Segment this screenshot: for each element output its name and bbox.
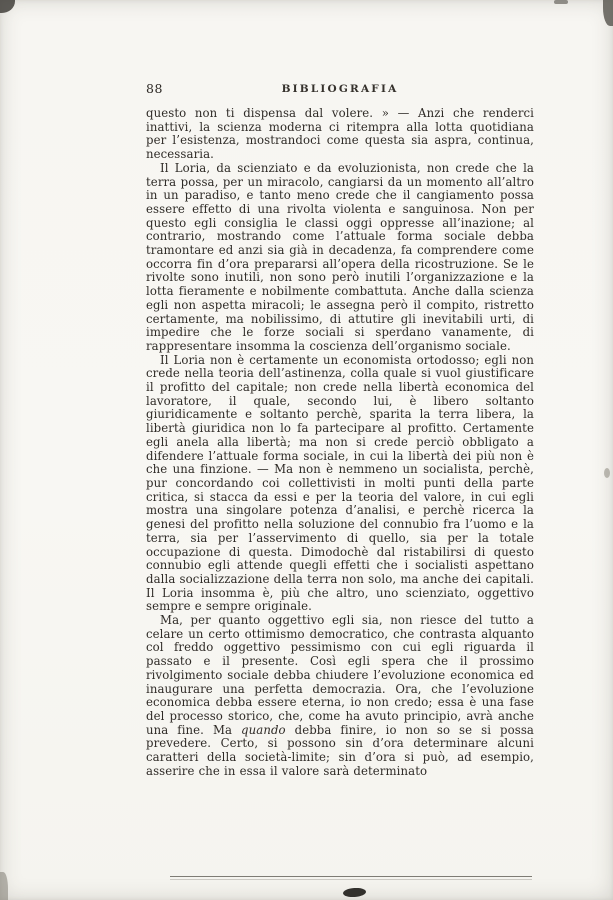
paragraph xyxy=(146,614,534,778)
paragraph-italic-segment: quando xyxy=(241,722,286,737)
paragraph xyxy=(146,354,534,614)
paragraph-segment: debba finire, io non so se si possa prevedere. Certo, si possono sin d’ora determinare alcuni caratteri della società-limite; sin d’ora si può, ad esempio, asserire che in essa il valore sarà determinato xyxy=(146,722,534,778)
page-content xyxy=(146,80,534,778)
scan-artifact-top-dash xyxy=(554,0,568,4)
scan-artifact-bottom-rule xyxy=(170,876,532,877)
scan-artifact-bottom-left xyxy=(0,872,8,900)
scan-artifact-bottom-blob xyxy=(343,887,367,898)
scan-artifact-top-right xyxy=(603,0,613,26)
paragraph-segment: Ma, per quanto oggettivo egli sia, non riesce del tutto a celare un certo ottimismo democratico, che contrasta alquanto col freddo oggettivo pessimismo con cui egli riguarda il passato e il presente. Così egli spera che il prossimo rivolgimento sociale debba chiudere l’evoluzione economica ed inaugurare una perfetta democrazia. Ora, che l’evoluzione economica debba essere eterna, io non credo; essa è una fase del processo storico, che, come ha avuto principio, avrà anche una fine. Ma xyxy=(146,613,534,737)
scan-artifact-top-left xyxy=(0,0,15,13)
paragraph-segment: Il Loria, da scienziato e da evoluzionista, non crede che la terra possa, per un miracolo, cangiarsi da un momento all’altro in un paradiso, e tanto meno crede che il cangiamento possa essere effetto di una rivolta violenta e sanguinosa. Non per questo egli consiglia le classi oggi oppresse all’inazione; al contrario, mostrando come l’attuale forma sociale debba tramontare ed anzi sia già in decadenza, fa comprendere come occorra fin d’ora prepararsi all’opera della ricostruzione. Se le rivolte sono inutili, non sono però inutili l’organizzazione e la lotta fieramente e nobilmente combattuta. Anche dalla scienza egli non aspetta miracoli; le assegna però il compito, ristretto certamente, ma nobilissimo, di attutire gli inevitabili urti, di impedire che le forze sociali si sperdano vanamente, di rappresentare insomma la coscienza dell’organismo sociale. xyxy=(146,160,534,353)
running-head xyxy=(146,80,534,96)
paragraph-segment: questo non ti dispensa dal volere. » — Anzi che renderci inattivi, la scienza moderna ci ritempra alla lotta quotidiana per l’esistenza, mostrandoci come questa sia aspra, continua, necessaria. xyxy=(146,106,534,162)
paragraph xyxy=(146,107,534,162)
scan-artifact-right-speck xyxy=(604,468,610,478)
paragraph xyxy=(146,162,534,354)
running-head-title: BIBLIOGRAFIA xyxy=(281,83,399,95)
paragraph-segment: Il Loria non è certamente un economista ortodosso; egli non crede nella teoria dell’astinenza, colla quale si vuol giustificare il profitto del capitale; non crede nella libertà economica del lavoratore, il quale, secondo lui, è libero soltanto giuridicamente e soltanto perchè, sparita la terra libera, la libertà giuridica non lo fa partecipare al profitto. Certamente egli anela alla libertà; ma non si crede perciò obbligato a difendere l’attuale forma sociale, in cui la libertà dei più non è che una finzione. — Ma non è nemmeno un socialista, perchè, pur concordando coi collettivisti in molti punti della parte critica, si stacca da essi e per la teoria del valore, in cui egli mostra una singolare potenza d’analisi, e perchè ricerca la genesi del profitto nella soluzione del connubio fra l’uomo e la terra, sia per l’asservimento di quello, sia per la totale occupazione di questa. Dimodochè dal ristabilirsi di questo connubio egli attende quegli effetti che i socialisti aspettano dalla socializzazione della terra non solo, ma anche dei capitali. Il Loria insomma è, più che altro, uno scienziato, oggettivo sempre e sempre originale. xyxy=(146,352,534,614)
text-block xyxy=(146,107,534,778)
page-number: 88 xyxy=(146,81,163,96)
